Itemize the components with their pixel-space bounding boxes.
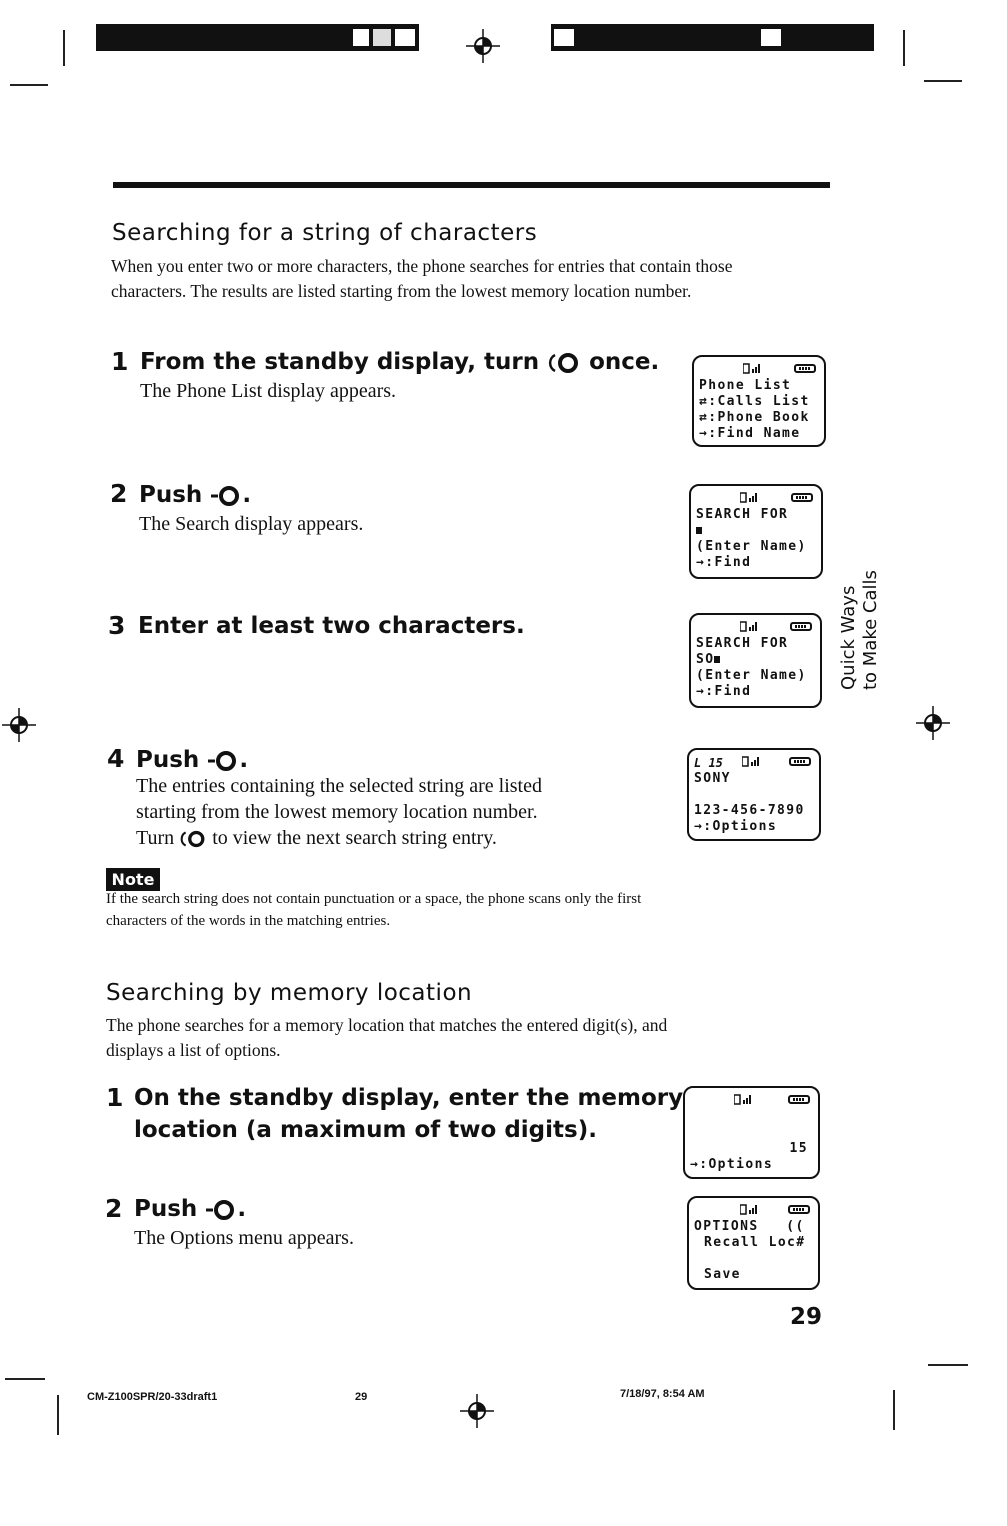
lcd-status-bar — [690, 1092, 812, 1109]
step-title-line: location (a maximum of two digits). — [134, 1117, 597, 1143]
step-title-text: From the standby display, turn — [140, 349, 540, 375]
signal-icon — [740, 1204, 762, 1215]
step-description-text: Turn — [136, 827, 175, 849]
crosshair-icon-left — [2, 708, 36, 742]
crosshair-icon-right — [916, 706, 950, 740]
lcd-line: (Enter Name) — [696, 668, 807, 683]
step-title-text: Push — [136, 747, 200, 773]
jog-dial-turn-icon — [547, 352, 581, 374]
battery-icon — [791, 493, 813, 502]
lcd-line: →:Find — [696, 684, 752, 699]
note-text — [106, 888, 641, 932]
crop-mark — [5, 1378, 45, 1380]
crop-mark — [57, 1395, 59, 1435]
lcd-line — [696, 523, 815, 539]
step-number: 3 — [108, 611, 126, 640]
lcd-line: →:Find — [696, 555, 752, 570]
step-title-text: Push — [134, 1196, 198, 1222]
registration-bar-left — [96, 24, 419, 51]
jog-dial-push-icon — [210, 485, 242, 507]
lcd-line — [690, 1109, 812, 1125]
step-description: The Phone List display appears. — [140, 380, 397, 402]
lcd-line: 123-456-7890 — [694, 803, 805, 818]
step-title-text: . — [239, 747, 249, 773]
section-intro-memory-location — [106, 1013, 667, 1063]
step-description-line — [136, 825, 542, 851]
lcd-cursor — [714, 656, 720, 663]
footer-file-name: CM-Z100SPR/20-33draft1 — [87, 1391, 218, 1403]
battery-icon — [794, 364, 816, 373]
crosshair-icon-top — [466, 29, 500, 63]
lcd-line: 15 — [789, 1141, 808, 1156]
lcd-standby-entry — [683, 1086, 820, 1179]
lcd-line: Phone List — [699, 378, 792, 393]
lcd-line: SEARCH FOR — [696, 507, 789, 522]
crop-mark — [903, 30, 905, 66]
footer-timestamp: 7/18/97, 8:54 AM — [620, 1388, 705, 1400]
battery-icon — [788, 1095, 810, 1104]
battery-icon — [789, 757, 811, 766]
lcd-line: SONY — [694, 771, 731, 786]
section-intro-string-search: When you enter two or more characters, the phone searches for entries that contain those characters. The results are listed starting from the lowest memory location number. — [111, 256, 733, 301]
step-title — [134, 1193, 246, 1225]
step-number: 1 — [111, 347, 129, 376]
section-intro-line: The phone searches for a memory location that matches the entered digit(s), and — [106, 1015, 668, 1035]
lcd-search — [689, 484, 823, 579]
crop-mark — [928, 1364, 968, 1366]
lcd-line — [694, 1251, 812, 1267]
step-title — [136, 744, 248, 776]
step-title-text: once. — [589, 349, 660, 375]
signal-icon — [740, 621, 762, 632]
lcd-line: ⇄:Calls List — [699, 394, 810, 409]
footer-page: 29 — [355, 1391, 368, 1403]
lcd-line: →:Find Name — [699, 426, 801, 441]
lcd-cursor — [696, 527, 702, 534]
step-description-text: to view the next search string entry. — [212, 827, 497, 849]
lcd-status-bar — [694, 1202, 812, 1219]
lcd-line: Save — [704, 1267, 741, 1282]
crop-mark — [10, 84, 48, 86]
jog-dial-push-icon — [205, 1199, 237, 1221]
note-text-line: characters of the words in the matching entries. — [106, 913, 391, 929]
lcd-memory-location: L 15 — [694, 756, 723, 770]
step-title-text: . — [242, 482, 252, 508]
step-description-line: The entries containing the selected string are listed — [136, 775, 542, 797]
step-description: The Search display appears. — [139, 513, 364, 535]
registration-bar-right — [551, 24, 874, 51]
lcd-line — [696, 652, 814, 668]
note-badge: Note — [106, 868, 160, 891]
lcd-line: OPTIONS (( — [694, 1219, 805, 1234]
lcd-status-bar — [699, 361, 818, 378]
lcd-search-entered — [689, 613, 822, 708]
step-title-text: Push — [139, 482, 203, 508]
signal-icon — [742, 756, 764, 767]
lcd-options-menu — [687, 1196, 820, 1290]
crosshair-icon-bottom — [460, 1394, 494, 1428]
lcd-line: ⇄:Phone Book — [699, 410, 810, 425]
lcd-line: (Enter Name) — [696, 539, 807, 554]
lcd-status-bar — [696, 490, 815, 507]
lcd-line: →:Options — [690, 1157, 774, 1172]
step-title — [139, 479, 251, 511]
battery-icon — [790, 622, 812, 631]
step-description-line: starting from the lowest memory location number. — [136, 801, 538, 823]
section-intro-line: displays a list of options. — [106, 1040, 281, 1060]
jog-dial-push-icon — [207, 750, 239, 772]
signal-icon — [743, 363, 765, 374]
lcd-entry-text: SO — [696, 652, 715, 667]
side-tab-chapter — [838, 570, 968, 690]
crop-mark — [893, 1390, 895, 1430]
step-number: 4 — [107, 744, 125, 773]
section-heading-memory-location: Searching by memory location — [106, 980, 473, 1006]
note-text-line: If the search string does not contain punctuation or a space, the phone scans only the first — [106, 891, 642, 907]
step-title-line: On the standby display, enter the memory — [134, 1085, 684, 1111]
lcd-phone-list — [692, 355, 826, 447]
lcd-line — [694, 787, 813, 803]
crop-mark — [63, 30, 65, 66]
step-number: 2 — [110, 479, 128, 508]
step-description — [136, 773, 542, 851]
signal-icon — [740, 492, 762, 503]
lcd-line: SEARCH FOR — [696, 636, 789, 651]
page-number: 29 — [790, 1304, 823, 1330]
lcd-status-bar — [694, 754, 813, 771]
side-tab-line: to Make Calls — [860, 570, 881, 690]
step-title — [140, 346, 659, 378]
jog-dial-turn-icon — [179, 830, 207, 848]
header-rule — [113, 182, 830, 188]
step-title: Enter at least two characters. — [138, 613, 525, 639]
step-title-text: . — [237, 1196, 247, 1222]
lcd-line: →:Options — [694, 819, 778, 834]
section-heading-string-search: Searching for a string of characters — [112, 220, 538, 246]
lcd-status-bar — [696, 619, 814, 636]
signal-icon — [734, 1094, 756, 1105]
lcd-line: Recall Loc# — [704, 1235, 806, 1250]
step-title — [134, 1082, 683, 1146]
side-tab-line: Quick Ways — [838, 585, 859, 690]
step-description: The Options menu appears. — [134, 1227, 354, 1249]
step-number: 2 — [105, 1194, 123, 1223]
lcd-search-result — [687, 748, 821, 841]
crop-mark — [924, 80, 962, 82]
battery-icon — [788, 1205, 810, 1214]
step-number: 1 — [106, 1083, 124, 1112]
